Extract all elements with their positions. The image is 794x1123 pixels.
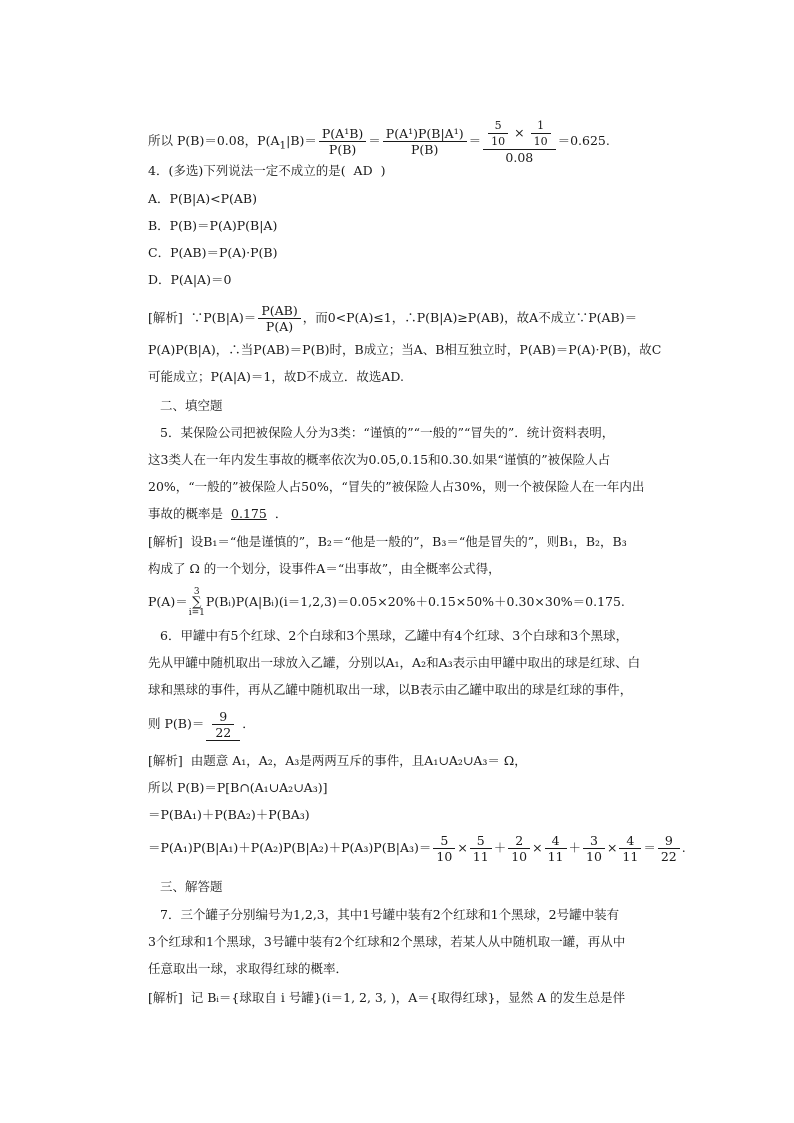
option-a: A．P(B|A)<P(AB): [148, 191, 257, 206]
question-5-line-1: 5．某保险公司把被保险人分为3类：“谨慎的”“一般的”“冒失的”．统计资料表明，: [160, 425, 615, 440]
section-heading-fill-in: 二、填空题: [160, 398, 223, 413]
numerator: 3: [583, 833, 605, 849]
question-4: [148, 162, 385, 180]
numerator: 2: [508, 833, 530, 849]
numerator: 5: [433, 833, 455, 849]
equals: ＝: [643, 840, 656, 855]
numerator: 5: [470, 833, 492, 849]
fraction: [658, 833, 680, 864]
denominator: 11: [472, 849, 489, 864]
option-b: B．P(B)＝P(A)P(B|A): [148, 218, 278, 233]
question-text: 4．(多选)下列说法一定不成立的是(: [148, 163, 346, 178]
denominator: 22: [660, 849, 677, 864]
plus: ＋: [568, 840, 582, 855]
analysis-label: [解析]: [148, 534, 183, 549]
numerator: 9: [658, 833, 680, 849]
fraction: [470, 833, 492, 864]
formula-text: 所以 P(B)＝0.08，P(A: [148, 133, 280, 148]
formula-text: P(Bᵢ)P(A|Bᵢ)(i＝1,2,3)＝0.05×20%＋0.15×50%＋0.30×30%＝0.175.: [205, 594, 625, 609]
analysis-6-line-4: [148, 830, 686, 866]
analysis-5-line-3: [148, 587, 625, 618]
question-5-line-3: 20%，“一般的”被保险人占50%，“冒失的”被保险人占30%，则一个被保险人在一年内出: [148, 479, 645, 494]
denominator: 10: [511, 849, 528, 864]
denominator: P(B): [411, 142, 439, 157]
fraction: [545, 833, 567, 864]
analysis-label: [解析]: [148, 990, 183, 1005]
analysis-7-line-1: [148, 989, 625, 1007]
analysis-6-line-1: [148, 752, 527, 770]
fraction: [583, 833, 605, 864]
fraction: [488, 118, 508, 149]
fraction: [619, 833, 641, 864]
analysis-text: 由题意 A₁，A₂，A₃是两两互斥的事件，且A₁∪A₂∪A₃＝ Ω，: [190, 753, 527, 768]
times: ×: [514, 125, 525, 140]
fraction: [319, 126, 366, 157]
denominator: 11: [622, 849, 639, 864]
analysis-4-line-3: 可能成立；P(A|A)＝1，故D不成立．故选AD.: [148, 369, 404, 384]
denominator: 10: [533, 135, 548, 148]
sum-lower: i=1: [188, 607, 205, 618]
analysis-label: [解析]: [148, 310, 183, 325]
denominator: 22: [215, 724, 232, 740]
question-text: 则 P(B)＝: [148, 716, 205, 731]
analysis-6-line-3: ＝P(BA₁)＋P(BA₂)＋P(BA₃): [148, 807, 310, 822]
analysis-text: ∵P(B|A)＝: [190, 310, 257, 325]
times: ×: [606, 840, 618, 855]
equals: ＝: [468, 133, 482, 148]
denominator: 10: [491, 135, 506, 148]
denominator: 0.08: [505, 150, 534, 165]
numerator: 1: [531, 118, 551, 134]
question-6-line-3: 球和黑球的事件，再从乙罐中随机取出一球，以B表示由乙罐中取出的球是红球的事件，: [148, 682, 633, 697]
analysis-text: 设B₁＝“他是谨慎的”，B₂＝“他是一般的”，B₃＝“他是冒失的”，则B₁，B₂，B₃: [190, 534, 627, 549]
answer: 0.175: [231, 506, 267, 521]
numerator: P(A¹B): [319, 126, 366, 142]
fraction: [258, 303, 300, 334]
numerator: 4: [619, 833, 641, 849]
question-text: ．: [242, 716, 255, 731]
option-d: D．P(A|A)＝0: [148, 272, 232, 287]
analysis-4-line-1: [148, 300, 637, 336]
question-text: 事故的概率是: [148, 506, 224, 521]
summation: [189, 588, 205, 618]
fraction: [531, 118, 551, 149]
formula-text: |B)＝: [286, 133, 317, 148]
numerator: 9: [212, 709, 234, 725]
formula-text: ＝P(A₁)P(B|A₁)＋P(A₂)P(B|A₂)＋P(A₃)P(B|A₃)＝: [148, 840, 432, 855]
question-text: ．: [274, 506, 288, 521]
numerator: P(AB): [258, 303, 300, 319]
question-7-line-3: 任意取出一球，求取得红球的概率．: [148, 961, 349, 976]
question-5-line-2: 这3类人在一年内发生事故的概率依次为0.05,0.15和0.30.如果“谨慎的”被保险人占: [148, 452, 611, 467]
fraction: [508, 833, 530, 864]
analysis-5-line-2: 构成了 Ω 的一个划分，设事件A＝“出事故”，由全概率公式得，: [148, 561, 501, 576]
fraction: [383, 126, 467, 157]
section-heading-solutions: 三、解答题: [160, 879, 223, 894]
numerator: 4: [545, 833, 567, 849]
denominator: 11: [547, 849, 564, 864]
denominator: P(B): [328, 142, 357, 157]
analysis-text: 记 Bᵢ＝{球取自 i 号罐}(i＝1, 2, 3, )，A＝{取得红球}，显然 A 的发生总是伴: [190, 990, 626, 1005]
analysis-label: [解析]: [148, 753, 183, 768]
question-6-line-1: 6．甲罐中有5个红球、2个白球和3个黑球，乙罐中有4个红球、3个白球和3个黑球，: [160, 628, 629, 643]
question-7-line-1: 7．三个罐子分别编号为1,2,3，其中1号罐中装有2个红球和1个黑球，2号罐中装有: [160, 907, 620, 922]
times: ×: [457, 840, 468, 855]
analysis-text: ，而0<P(A)≤1，∴P(B|A)≥P(AB)，故A不成立∵P(AB)＝: [302, 310, 638, 325]
times: ×: [532, 840, 543, 855]
formula-line-1: [148, 118, 610, 166]
fraction: [433, 833, 455, 864]
question-7-line-2: 3个红球和1个黑球，3号罐中装有2个红球和2个黑球，若某人从中随机取一罐，再从中: [148, 934, 626, 949]
question-6-line-2: 先从甲罐中随机取出一球放入乙罐，分别以A₁，A₂和A₃表示由甲罐中取出的球是红球、白: [148, 655, 641, 670]
numerator: P(A¹)P(B|A¹): [383, 126, 467, 142]
analysis-4-line-2: P(A)P(B|A)，∴当P(AB)＝P(B)时，B成立；当A、B相互独立时，P(AB)＝P(A)·P(B)，故C: [148, 342, 662, 357]
analysis-5-line-1: [148, 533, 627, 551]
question-5-line-4: [148, 505, 287, 523]
formula-text: P(A)＝: [148, 594, 188, 609]
subscript: 1: [279, 139, 287, 152]
denominator: 10: [586, 849, 602, 864]
compound-numerator: [483, 118, 555, 150]
equals: ＝: [368, 133, 381, 148]
analysis-6-line-2: 所以 P(B)＝P[B∩(A₁∪A₂∪A₃)]: [148, 780, 328, 795]
question-6-line-4: [148, 706, 255, 742]
plus: ＋: [493, 840, 507, 855]
answer-fraction: [206, 709, 240, 741]
question-text: ): [380, 163, 386, 178]
compound-fraction: [483, 118, 555, 165]
formula-text: ＝0.625.: [557, 133, 610, 148]
denominator: P(A): [265, 319, 294, 334]
formula-text: .: [681, 840, 686, 855]
numerator: 5: [488, 118, 508, 134]
denominator: 10: [436, 849, 453, 864]
answer: AD: [353, 163, 373, 178]
option-c: C．P(AB)＝P(A)·P(B): [148, 245, 278, 260]
sigma-symbol: ∑: [192, 594, 202, 610]
sum-upper: 3: [193, 586, 200, 597]
